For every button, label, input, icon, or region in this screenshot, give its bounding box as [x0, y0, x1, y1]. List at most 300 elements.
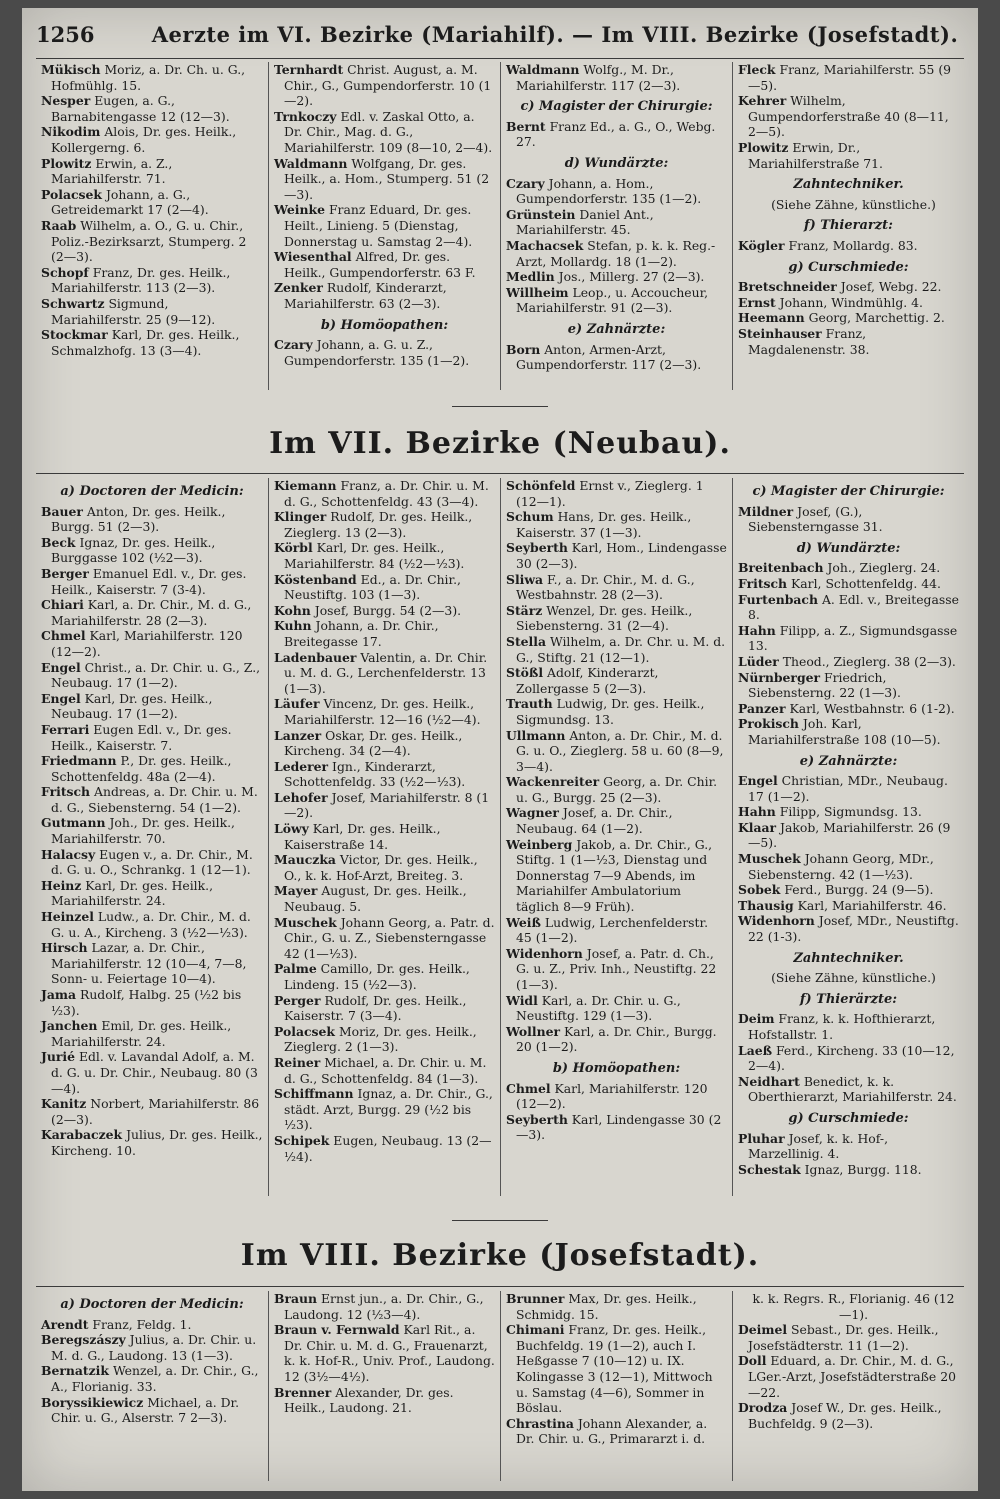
- entry-name: Widenhorn: [738, 913, 815, 929]
- directory-column: [500, 478, 732, 1196]
- directory-entry: [738, 504, 959, 535]
- directory-entry: [41, 660, 263, 691]
- entry-details: Wilhelm, a. Dr. Chr. u. M. d. G., Stiftg. 21 (12—1).: [516, 633, 726, 665]
- entry-name: Köstenband: [274, 571, 357, 587]
- directory-entry: [506, 269, 727, 285]
- directory-entry: [41, 124, 263, 155]
- entry-name: Waldmann: [506, 62, 580, 77]
- directory-entry: [506, 993, 727, 1024]
- entry-name: Waldmann: [274, 155, 348, 171]
- entry-name: Heinzel: [41, 909, 94, 925]
- directory-entry: [738, 1131, 959, 1162]
- entry-details: Josef, k. k. Hof-, Marzellinig. 4.: [748, 1130, 889, 1162]
- entry-details: Benedict, k. k. Oberthierarzt, Mariahilferstr. 24.: [748, 1073, 957, 1105]
- entry-name: Mauczka: [274, 852, 336, 868]
- entry-details: Ludwig, Lerchenfelderstr. 45 (1—2).: [516, 914, 709, 946]
- directory-entry: [274, 696, 495, 727]
- entry-details: Rudolf, Dr. ges. Heilk., Zieglerg. 13 (2—3).: [284, 509, 473, 540]
- entry-details: Josef, MDr., Neustiftg. 22 (1-3).: [748, 913, 959, 945]
- directory-entry: [274, 1385, 495, 1416]
- entry-details: Franz, k. k. Hofthierarzt, Hofstallstr. 1.: [748, 1011, 936, 1042]
- directory-entry: [506, 1416, 727, 1447]
- category-subhead: c) Magister der Chirurgie:: [520, 99, 713, 115]
- entry-name: Chmel: [506, 1080, 551, 1096]
- page-header: [36, 22, 964, 56]
- directory-entry: [506, 572, 727, 603]
- entry-details: Karl, Hom., Lindengasse 30 (2—3).: [516, 540, 727, 571]
- directory-entry: [738, 882, 959, 898]
- entry-details: Jos., Millerg. 27 (2—3).: [558, 269, 705, 285]
- entry-details: Filipp, a. Z., Sigmundsgasse 13.: [748, 622, 958, 654]
- entry-details: Johann, a. G. u. Z., Gumpendorferstr. 135 (1—2).: [284, 337, 470, 368]
- entry-details: Karl, Dr. ges. Heilk., Schmalzhofg. 13 (3—4).: [51, 327, 240, 358]
- entry-name: Stärz: [506, 602, 543, 618]
- entry-name: Bernt: [506, 118, 546, 134]
- entry-details: Franz, Magdalenenstr. 38.: [748, 325, 870, 357]
- entry-details: Hans, Dr. ges. Heilk., Kaiserstr. 37 (1—3).: [516, 509, 692, 540]
- entry-name: Deimel: [738, 1322, 788, 1338]
- entry-name: Janchen: [41, 1018, 98, 1034]
- entry-name: Jurié: [41, 1049, 75, 1065]
- entry-name: Polacsek: [274, 1023, 335, 1039]
- directory-entry: [274, 618, 495, 649]
- entry-name: Czary: [506, 175, 545, 191]
- entry-details: Josef, Webg. 22.: [840, 279, 942, 295]
- entry-details: Moriz, a. Dr. Ch. u. G., Hofmühlg. 15.: [51, 62, 246, 93]
- entry-details: Wolfgang, Dr. ges. Heilk., a. Hom., Stumperg. 51 (2—3).: [284, 155, 490, 202]
- directory-entry: [506, 774, 727, 805]
- entry-name: Muschek: [738, 851, 801, 867]
- directory-entry: [738, 93, 959, 140]
- entry-details: Adolf, Kinderarzt, Zollergasse 5 (2—3).: [516, 665, 659, 696]
- entry-details: Ignaz, Dr. ges. Heilk., Burggasse 102 (½2—3).: [51, 534, 216, 566]
- directory-entry: [506, 1291, 727, 1322]
- entry-name: Stella: [506, 633, 546, 649]
- category-subhead: e) Zahnärzte:: [567, 321, 666, 337]
- entry-name: Machacsek: [506, 237, 584, 253]
- category-subhead: f) Thierärzte:: [799, 991, 898, 1007]
- entry-details: August, Dr. ges. Heilk., Neubaug. 5.: [284, 883, 467, 915]
- entry-details: Ludwig, Dr. ges. Heilk., Sigmundsg. 13.: [516, 696, 705, 727]
- directory-entry: [274, 62, 495, 109]
- entry-details: Franz Ed., a. G., O., Webg. 27.: [516, 118, 716, 150]
- entry-name: Wagner: [506, 805, 559, 821]
- entry-name: Ladenbauer: [274, 649, 357, 665]
- entry-name: Seyberth: [506, 540, 568, 556]
- entry-name: Ternhardt: [274, 62, 344, 77]
- directory-entry: [41, 1395, 263, 1426]
- entry-details: Victor, Dr. ges. Heilk., O., k. k. Hof-Arzt, Breiteg. 3.: [284, 852, 478, 883]
- entry-name: Muschek: [274, 914, 337, 930]
- directory-entry: [41, 327, 263, 358]
- directory-column: [500, 62, 732, 390]
- entry-details: Eugen, Neubaug. 13 (2—½4).: [284, 1132, 492, 1164]
- entry-details: Edl. v. Lavandal Adolf, a. M. d. G. u. Dr. Chir., Neubaug. 80 (3—4).: [51, 1049, 258, 1096]
- entry-name: Beck: [41, 534, 76, 550]
- entry-name: Halacsy: [41, 846, 96, 862]
- directory-entry: [506, 1112, 727, 1143]
- entry-details: Karl, Dr. ges. Heilk., Neubaug. 17 (1—2).: [51, 690, 213, 722]
- entry-name: Kanitz: [41, 1096, 87, 1112]
- directory-entry: [738, 560, 959, 576]
- entry-name: Weinke: [274, 202, 325, 218]
- directory-entry: [506, 946, 727, 993]
- section-title-viii: Im VIII. Bezirke (Josefstadt).: [240, 1238, 760, 1273]
- entry-details: P., Dr. ges. Heilk., Schottenfeldg. 48a (2—4).: [51, 753, 232, 784]
- entry-name: Zenker: [274, 280, 323, 296]
- directory-column: [732, 62, 964, 390]
- directory-entry: [41, 566, 263, 597]
- entry-details: Josef, Mariahilferstr. 8 (1—2).: [284, 789, 490, 821]
- entry-name: Neidhart: [738, 1073, 800, 1089]
- directory-entry: [738, 310, 959, 326]
- entry-details: Karl, Dr. ges. Heilk., Kaiserstraße 14.: [284, 821, 441, 852]
- entry-name: Brunner: [506, 1291, 565, 1306]
- entry-details: Wolfg., M. Dr., Mariahilferstr. 117 (2—3).: [516, 62, 681, 93]
- entry-name: Fritsch: [738, 575, 788, 591]
- entry-name: Kuhn: [274, 618, 312, 634]
- entry-details: Christ., a. Dr. Chir. u. G., Z., Neubaug. 17 (1—2).: [51, 659, 261, 691]
- entry-details: Andreas, a. Dr. Chir. u. M. d. G., Siebensterng. 54 (1—2).: [51, 784, 258, 815]
- entry-name: Steinhauser: [738, 325, 822, 341]
- entry-details: Karl Rit., a. Dr. Chir. u. M. d. G., Frauenarzt, k. k. Hof-R., Univ. Prof., Laudong. 12 (3½—4½).: [284, 1322, 495, 1384]
- directory-entry: [41, 987, 263, 1018]
- entry-details: Karl, Dr. ges. Heilk., Mariahilferstr. 24.: [51, 877, 214, 909]
- directory-entry: [274, 1086, 495, 1133]
- entry-details: A. Edl. v., Breitegasse 8.: [748, 591, 959, 623]
- entry-details: Sebast., Dr. ges. Heilk., Josefstädterstr. 11 (1—2).: [748, 1322, 939, 1353]
- entry-name: Nesper: [41, 93, 91, 109]
- entry-details: Jakob, Mariahilferstr. 26 (9—5).: [748, 819, 951, 851]
- entry-details: Ferd., Kircheng. 33 (10—12, 2—4).: [748, 1042, 955, 1074]
- directory-entry: [738, 804, 959, 820]
- directory-entry: [41, 265, 263, 296]
- directory-entry: [41, 1332, 263, 1363]
- entry-details: Alfred, Dr. ges. Heilk., Gumpendorferstr. 63 F.: [284, 249, 476, 280]
- entry-details: Erwin, Dr., Mariahilferstraße 71.: [748, 139, 883, 171]
- entry-name: Jama: [41, 987, 77, 1002]
- category-subhead: Zahntechniker.: [793, 177, 904, 193]
- entry-details: Ignaz, Burgg. 118.: [804, 1161, 922, 1177]
- entry-name: Kiemann: [274, 478, 337, 493]
- entry-name: Sobek: [738, 882, 781, 898]
- entry-details: Ernst v., Zieglerg. 1 (12—1).: [516, 478, 704, 509]
- directory-entry: [738, 623, 959, 654]
- directory-entry: [41, 1018, 263, 1049]
- entry-name: Weinberg: [506, 836, 573, 852]
- entry-name: Perger: [274, 992, 321, 1008]
- section-viii-columns: [36, 1291, 964, 1481]
- directory-entry: [738, 62, 959, 93]
- entry-name: Widl: [506, 992, 538, 1008]
- directory-entry: [274, 478, 495, 509]
- entry-details: Rudolf, Dr. ges. Heilk., Kaiserstr. 7 (3—4).: [284, 992, 467, 1024]
- directory-entry: [41, 156, 263, 187]
- directory-entry: [41, 753, 263, 784]
- directory-entry: [506, 540, 727, 571]
- directory-entry: [274, 603, 495, 619]
- directory-entry: [506, 1322, 727, 1416]
- section-title-vii: Im VII. Bezirke (Neubau).: [269, 426, 731, 461]
- entry-details: Joh., Zieglerg. 24.: [827, 560, 941, 576]
- entry-name: Kögler: [738, 237, 785, 253]
- entry-name: Klaar: [738, 819, 777, 835]
- entry-name: Pluhar: [738, 1130, 785, 1146]
- directory-entry: [738, 279, 959, 295]
- entry-name: Boryssikiewicz: [41, 1394, 144, 1410]
- directory-entry: [738, 140, 959, 171]
- entry-name: Braun v. Fernwald: [274, 1322, 400, 1338]
- entry-name: Seyberth: [506, 1111, 568, 1127]
- entry-details: Karl, a. Dr. Chir., M. d. G., Mariahilferstr. 28 (2—3).: [51, 597, 252, 628]
- entry-name: Widenhorn: [506, 945, 583, 961]
- directory-entry: [274, 572, 495, 603]
- directory-entry: [506, 342, 727, 373]
- entry-name: Schopf: [41, 264, 89, 280]
- entry-name: Chmel: [41, 628, 86, 644]
- entry-details: Eugen v., a. Dr. Chir., M. d. G. u. O., Schrankg. 1 (12—1).: [51, 846, 253, 878]
- entry-details: Wilhelm, a. O., G. u. Chir., Poliz.-Bezirksarzt, Stumperg. 2 (2—3).: [51, 217, 247, 265]
- entry-name: Arendt: [41, 1316, 89, 1332]
- entry-details: Rudolf, Kinderarzt, Mariahilferstr. 63 (2—3).: [284, 280, 447, 311]
- directory-page: [22, 8, 978, 1491]
- entry-details: Karl, Westbahnstr. 6 (1-2).: [789, 700, 955, 716]
- entry-details: Josef, a. Dr. Chir., Neubaug. 64 (1—2).: [516, 805, 673, 837]
- directory-entry: [41, 815, 263, 846]
- directory-entry: [41, 535, 263, 566]
- entry-name: Ernst: [738, 294, 776, 310]
- category-subhead: a) Doctoren der Medicin:: [60, 1297, 244, 1312]
- category-subhead: Zahntechniker.: [793, 950, 904, 966]
- entry-name: Chiari: [41, 597, 84, 613]
- entry-name: Deim: [738, 1011, 775, 1027]
- entry-details: Christ. August, a. M. Chir., G., Gumpendorferstr. 10 (1—2).: [284, 62, 492, 109]
- entry-name: Braun: [274, 1291, 318, 1306]
- entry-name: Wackenreiter: [506, 774, 600, 790]
- entry-name: Grünstein: [506, 206, 576, 222]
- category-subhead: d) Wundärzte:: [564, 155, 669, 171]
- entry-name: Sliwa: [506, 571, 544, 587]
- entry-details: Wenzel, a. Dr. Chir., G., A., Florianig. 33.: [51, 1363, 259, 1394]
- directory-entry: [41, 909, 263, 940]
- entry-details: Julius, Dr. ges. Heilk., Kircheng. 10.: [51, 1127, 263, 1158]
- entry-details: Josef, Burgg. 54 (2—3).: [314, 602, 462, 618]
- entry-details: Friedrich, Siebensterng. 22 (1—3).: [748, 669, 901, 701]
- entry-details: F., a. Dr. Chir., M. d. G., Westbahnstr. 28 (2—3).: [516, 571, 695, 603]
- entry-name: Trauth: [506, 696, 553, 712]
- entry-name: Beregszászy: [41, 1332, 126, 1348]
- entry-details: Theod., Zieglerg. 38 (2—3).: [782, 653, 956, 669]
- directory-entry: [738, 670, 959, 701]
- entry-name: Stößl: [506, 665, 544, 681]
- entry-name: Raab: [41, 217, 77, 233]
- directory-entry: [738, 716, 959, 747]
- entry-details: Joh. Karl, Mariahilferstraße 108 (10—5).: [748, 716, 941, 747]
- entry-details: Ed., a. Dr. Chir., Neustiftg. 103 (1—3).: [284, 571, 461, 603]
- directory-entry: [274, 650, 495, 697]
- entry-details: Georg, Marchettig. 2.: [808, 310, 945, 326]
- entry-details: Joh., Dr. ges. Heilk., Mariahilferstr. 70.: [51, 815, 235, 847]
- entry-details: Ferd., Burgg. 24 (9—5).: [784, 882, 934, 898]
- entry-name: Chrastina: [506, 1415, 574, 1431]
- directory-entry: [274, 728, 495, 759]
- directory-entry: [41, 878, 263, 909]
- directory-entry: [506, 176, 727, 207]
- directory-entry: [506, 696, 727, 727]
- directory-entry: [41, 1127, 263, 1158]
- directory-entry: [506, 478, 727, 509]
- entry-details: Emanuel Edl. v., Dr. ges. Heilk., Kaiserstr. 7 (3-4).: [51, 565, 247, 597]
- entry-details: Georg, a. Dr. Chir. u. G., Burgg. 25 (2—3).: [516, 774, 718, 805]
- entry-details: Johann Alexander, a. Dr. Chir. u. G., Primararzt i. d.: [516, 1415, 708, 1447]
- entry-details: Wilhelm, Gumpendorferstraße 40 (8—11, 2—5).: [748, 93, 949, 140]
- entry-details: Valentin, a. Dr. Chir. u. M. d. G., Lerchenfelderstr. 13 (1—3).: [284, 649, 488, 696]
- directory-entry: [274, 249, 495, 280]
- directory-entry: [738, 773, 959, 804]
- entry-name: Läufer: [274, 696, 320, 712]
- entry-details: Norbert, Mariahilferstr. 86 (2—3).: [51, 1096, 260, 1127]
- directory-entry: [274, 202, 495, 249]
- directory-entry: [506, 1081, 727, 1112]
- directory-entry: [41, 1363, 263, 1394]
- directory-entry: [506, 805, 727, 836]
- entry-details: Karl, Dr. ges. Heilk., Mariahilferstr. 84 (½2—½3).: [284, 540, 465, 571]
- directory-entry: [274, 509, 495, 540]
- entry-details: Wenzel, Dr. ges. Heilk., Siebensterng. 31 (2—4).: [516, 602, 693, 634]
- entry-details: Karl, Mariahilferstr. 120 (12—2).: [51, 628, 243, 659]
- directory-entry: [506, 665, 727, 696]
- entry-details: Michael, a. Dr. Chir. u. G., Alserstr. 7 2—3).: [51, 1394, 240, 1426]
- directory-entry: [506, 837, 727, 915]
- entry-name: Thausig: [738, 897, 794, 913]
- entry-details: Ludw., a. Dr. Chir., M. d. G. u. A., Kircheng. 3 (½2—½3).: [51, 909, 251, 940]
- directory-column: [732, 1291, 964, 1481]
- entry-name: Wollner: [506, 1023, 561, 1039]
- entry-name: Engel: [41, 690, 81, 706]
- directory-entry: [274, 280, 495, 311]
- entry-name: Doll: [738, 1353, 767, 1369]
- directory-entry: [274, 540, 495, 571]
- entry-details: Moriz, Dr. ges. Heilk., Zieglerg. 2 (1—3).: [284, 1023, 477, 1055]
- directory-entry: [506, 119, 727, 150]
- entry-name: Lehofer: [274, 789, 328, 805]
- entry-name: Fritsch: [41, 784, 91, 800]
- entry-details: Alexander, Dr. ges. Heilk., Laudong. 21.: [284, 1384, 454, 1416]
- entry-details: Edl. v. Zaskal Otto, a. Dr. Chir., Mag. d. G., Mariahilferstr. 109 (8—10, 2—4).: [284, 108, 493, 155]
- entry-name: Schestak: [738, 1161, 801, 1177]
- page-number: 1256: [36, 22, 95, 47]
- entry-details: Eugen Edl. v., Dr. ges. Heilk., Kaiserstr. 7.: [51, 721, 232, 753]
- directory-entry: [506, 728, 727, 775]
- directory-entry: [41, 1096, 263, 1127]
- entry-name: Klinger: [274, 509, 327, 525]
- entry-name: Mildner: [738, 503, 794, 519]
- directory-entry: [738, 1043, 959, 1074]
- directory-entry: [41, 1317, 263, 1333]
- entry-name: Born: [506, 341, 541, 357]
- directory-entry: [274, 961, 495, 992]
- entry-name: Czary: [274, 337, 313, 353]
- directory-entry: [41, 847, 263, 878]
- directory-entry: [506, 207, 727, 238]
- directory-entry: [738, 1011, 959, 1042]
- directory-entry: [738, 576, 959, 592]
- directory-entry: [274, 759, 495, 790]
- entry-details: Erwin, a. Z., Mariahilferstr. 71.: [51, 155, 173, 187]
- entry-name: Polacsek: [41, 186, 102, 202]
- directory-column: [268, 1291, 500, 1481]
- directory-entry: [738, 654, 959, 670]
- entry-details: Franz, a. Dr. Chir. u. M. d. G., Schottenfeldg. 43 (3—4).: [284, 478, 489, 509]
- entry-details: Karl, a. Dr. Chir., Burgg. 20 (1—2).: [516, 1023, 717, 1055]
- category-subhead: d) Wundärzte:: [796, 540, 901, 556]
- entry-details: Vincenz, Dr. ges. Heilk., Mariahilferstr. 12—16 (½2—4).: [284, 696, 481, 727]
- directory-entry: [41, 691, 263, 722]
- directory-entry: [41, 628, 263, 659]
- directory-entry: [738, 701, 959, 717]
- directory-entry: [274, 993, 495, 1024]
- directory-column: [36, 478, 268, 1196]
- directory-entry: [738, 238, 959, 254]
- directory-entry: [506, 62, 727, 93]
- entry-name: Panzer: [738, 700, 786, 716]
- directory-entry: [41, 296, 263, 327]
- directory-entry: [506, 915, 727, 946]
- category-subhead: g) Curschmiede:: [788, 259, 909, 275]
- directory-column: [732, 478, 964, 1196]
- directory-entry: [41, 62, 263, 93]
- category-subhead: f) Thierarzt:: [804, 218, 893, 234]
- entry-details: Johann, a. Dr. Chir., Breitegasse 17.: [284, 618, 439, 649]
- directory-column: [268, 478, 500, 1196]
- directory-entry: [274, 109, 495, 156]
- entry-name: Gutmann: [41, 815, 106, 831]
- entry-name: Karabaczek: [41, 1127, 123, 1143]
- directory-entry: [506, 509, 727, 540]
- entry-name: Brenner: [274, 1384, 332, 1400]
- entry-details: Sigmund, Mariahilferstr. 25 (9—12).: [51, 295, 216, 327]
- entry-details: Eduard, a. Dr. Chir., M. d. G., LGer.-Arzt, Josefstädterstraße 20—22.: [748, 1353, 956, 1400]
- entry-name: Stockmar: [41, 327, 108, 343]
- entry-name: Palme: [274, 961, 317, 977]
- entry-name: Ferrari: [41, 721, 90, 737]
- entry-name: Prokisch: [738, 716, 799, 732]
- directory-entry: [738, 1353, 959, 1400]
- directory-entry: [274, 1024, 495, 1055]
- directory-entry: [41, 218, 263, 265]
- entry-name: Bretschneider: [738, 279, 837, 295]
- entry-details: Franz, Feldg. 1.: [92, 1316, 192, 1332]
- category-subhead: a) Doctoren der Medicin:: [60, 484, 244, 499]
- entry-details: Lazar, a. Dr. Chir., Mariahilferstr. 12 (10—4, 7—8, Sonn- u. Feiertage 10—4).: [51, 940, 247, 987]
- entry-name: Nürnberger: [738, 669, 821, 685]
- directory-entry: [506, 634, 727, 665]
- directory-entry: [738, 1322, 959, 1353]
- directory-entry: [738, 1074, 959, 1105]
- entry-name: Nikodim: [41, 124, 101, 140]
- directory-entry: [506, 603, 727, 634]
- directory-entry: [274, 883, 495, 914]
- directory-entry: [506, 238, 727, 269]
- entry-name: Schipek: [274, 1132, 330, 1148]
- entry-name: Schwartz: [41, 295, 105, 311]
- entry-name: Körbl: [274, 540, 313, 556]
- directory-entry: [274, 1055, 495, 1086]
- directory-entry: [274, 915, 495, 962]
- entry-name: Lüder: [738, 653, 779, 669]
- entry-details: Christian, MDr., Neubaug. 17 (1—2).: [748, 773, 948, 804]
- entry-name: Breitenbach: [738, 560, 824, 576]
